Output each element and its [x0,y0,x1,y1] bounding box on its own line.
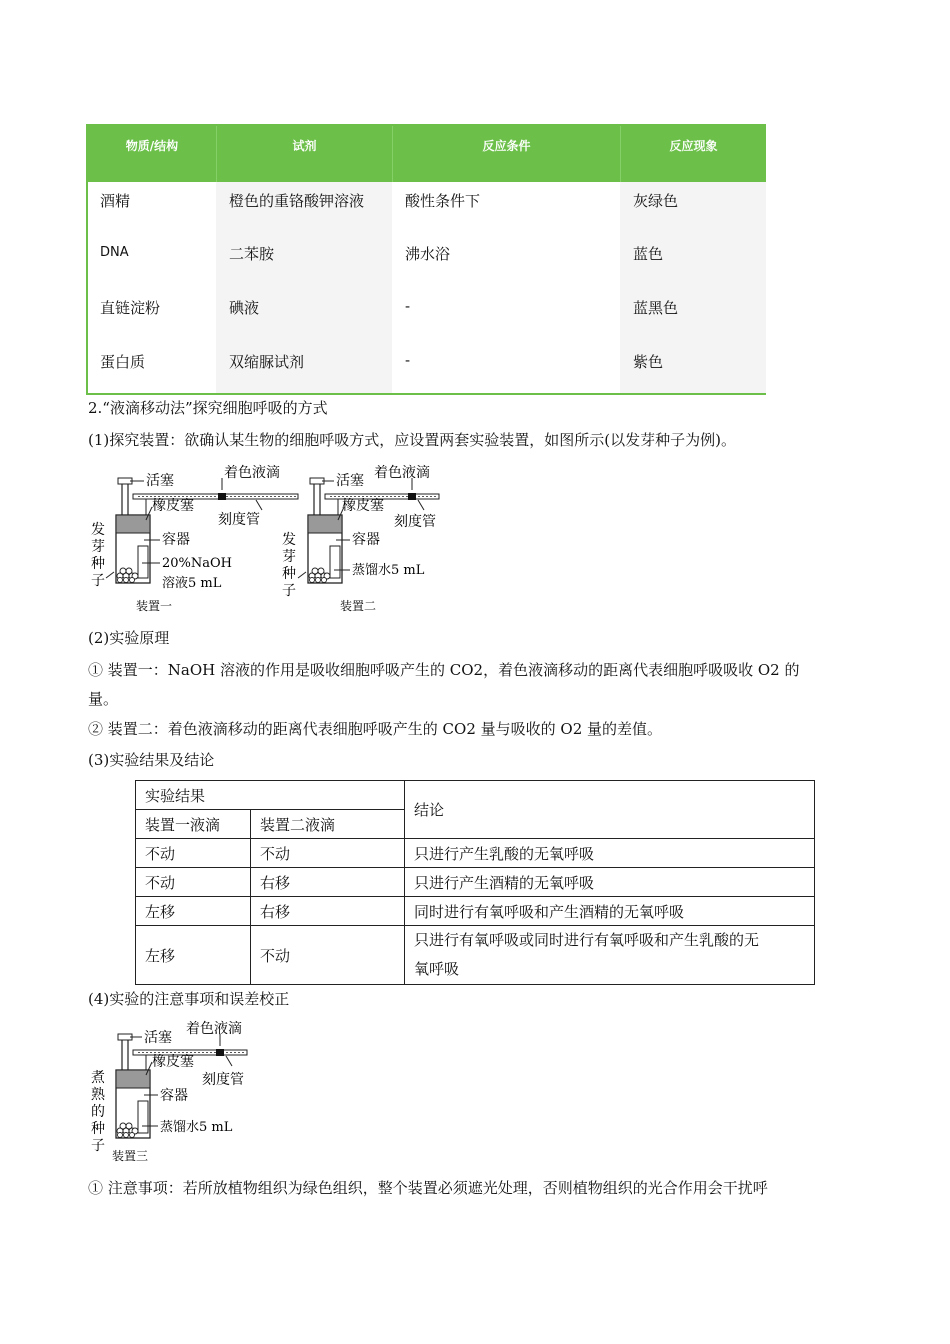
conclusion-line: 只进行有氧呼吸或同时进行有氧呼吸和产生乳酸的无 [414,931,760,949]
table-cell: 双缩脲试剂 [229,353,305,371]
solution-label: 溶液5 mL [162,576,222,591]
table-cell: 沸水浴 [405,245,451,263]
tube-label: 刻度管 [394,514,436,530]
table-cell [405,926,815,985]
seed-label: 熟 [91,1087,105,1103]
column-header: 装置一液滴 [136,810,251,839]
device-figure-three [86,1018,266,1166]
table-row [136,839,815,868]
stopper-label: 橡皮塞 [152,1054,194,1070]
table-cell: - [405,297,411,315]
device-figure-one-two [86,460,466,620]
seed-label: 芽 [91,539,105,555]
table-cell: 左移 [136,897,251,926]
solution-label: 20%NaOH [162,556,233,571]
table-cell: DNA [100,245,129,260]
paragraph: (2)实验原理 [88,629,170,647]
container-label: 容器 [162,532,190,548]
table-cell: 只进行产生酒精的无氧呼吸 [405,868,815,897]
section-title: 2.“液滴移动法”探究细胞呼吸的方式 [88,399,328,417]
paragraph: 量。 [88,690,119,708]
paragraph: ① 注意事项：若所放植物组织为绿色组织，整个装置必须遮光处理，否则植物组织的光合作用会干扰呼 [88,1179,768,1197]
table-cell: 碘液 [229,299,260,317]
figure-caption: 装置二 [340,599,377,613]
table-cell: 蛋白质 [100,353,146,371]
seed-label: 种 [282,566,296,582]
header-condition: 反应条件 [482,139,531,153]
figure-caption: 装置三 [112,1149,149,1163]
seed-label: 种 [91,1121,105,1137]
solution-label: 蒸馏水5 mL [352,563,425,578]
stopcock-label: 活塞 [146,473,174,489]
container-label: 容器 [160,1088,188,1104]
header-substance: 物质/结构 [125,139,179,153]
container-label: 容器 [352,532,380,548]
table-cell: 不动 [136,868,251,897]
seed-label: 子 [282,583,296,599]
paragraph: (4)实验的注意事项和误差校正 [88,990,290,1008]
table-cell: 二苯胺 [229,245,275,263]
stopcock-label: 活塞 [336,473,364,489]
paragraph: (1)探究装置：欲确认某生物的细胞呼吸方式，应设置两套实验装置，如图所示(以发芽种子为例)。 [88,431,736,449]
table-cell: 右移 [251,868,405,897]
table-cell: 左移 [136,926,251,985]
conclusion-line: 氧呼吸 [414,960,460,978]
table-cell: 蓝色 [633,245,664,263]
table-cell: 只进行产生乳酸的无氧呼吸 [405,839,815,868]
drop-label: 着色液滴 [374,465,430,481]
stopper-label: 橡皮塞 [342,498,384,514]
table-cell: 灰绿色 [633,192,679,210]
paragraph: (3)实验结果及结论 [88,751,215,769]
table-cell: 酸性条件下 [405,192,481,210]
stopcock-label: 活塞 [144,1030,172,1046]
drop-label: 着色液滴 [224,465,280,481]
seed-label: 发 [91,522,105,538]
table-row [136,868,815,897]
seed-label: 煮 [91,1070,105,1086]
seed-label: 子 [91,573,105,589]
conclusion-header: 结论 [405,781,815,839]
stopper-label: 橡皮塞 [152,498,194,514]
paragraph: ② 装置二：着色液滴移动的距离代表细胞呼吸产生的 CO2 量与吸收的 O2 量的差值。 [88,720,663,738]
table-cell: 不动 [136,839,251,868]
table-cell: 不动 [251,926,405,985]
solution-label: 蒸馏水5 mL [160,1120,233,1135]
seed-label: 芽 [282,549,296,565]
header-phenomenon: 反应现象 [669,139,718,153]
figure-caption: 装置一 [136,599,173,613]
table-cell: 不动 [251,839,405,868]
result-table [135,780,815,985]
seed-label: 发 [282,532,296,548]
table-cell: - [405,351,411,369]
tube-label: 刻度管 [218,512,260,528]
table-cell: 右移 [251,897,405,926]
drop-label: 着色液滴 [186,1021,242,1037]
paragraph: ① 装置一：NaOH 溶液的作用是吸收细胞呼吸产生的 CO2，着色液滴移动的距离代表细胞呼吸吸收 O2 的 [88,661,800,679]
tube-label: 刻度管 [202,1072,244,1088]
header-reagent: 试剂 [292,139,317,153]
table-cell: 蓝黑色 [633,299,679,317]
seed-label: 种 [91,556,105,572]
seed-label: 子 [91,1138,105,1154]
table-cell: 紫色 [633,353,664,371]
table-cell: 直链淀粉 [100,299,161,317]
seed-label: 的 [91,1104,105,1120]
reagent-table-header [88,126,764,182]
table-row [136,897,815,926]
table-cell: 酒精 [100,192,131,210]
table-cell: 橙色的重铬酸钾溶液 [229,192,365,210]
table-cell: 同时进行有氧呼吸和产生酒精的无氧呼吸 [405,897,815,926]
column-header: 装置二液滴 [251,810,405,839]
result-group-header: 实验结果 [136,781,405,810]
table-row [136,926,815,985]
reagent-table [86,124,766,395]
